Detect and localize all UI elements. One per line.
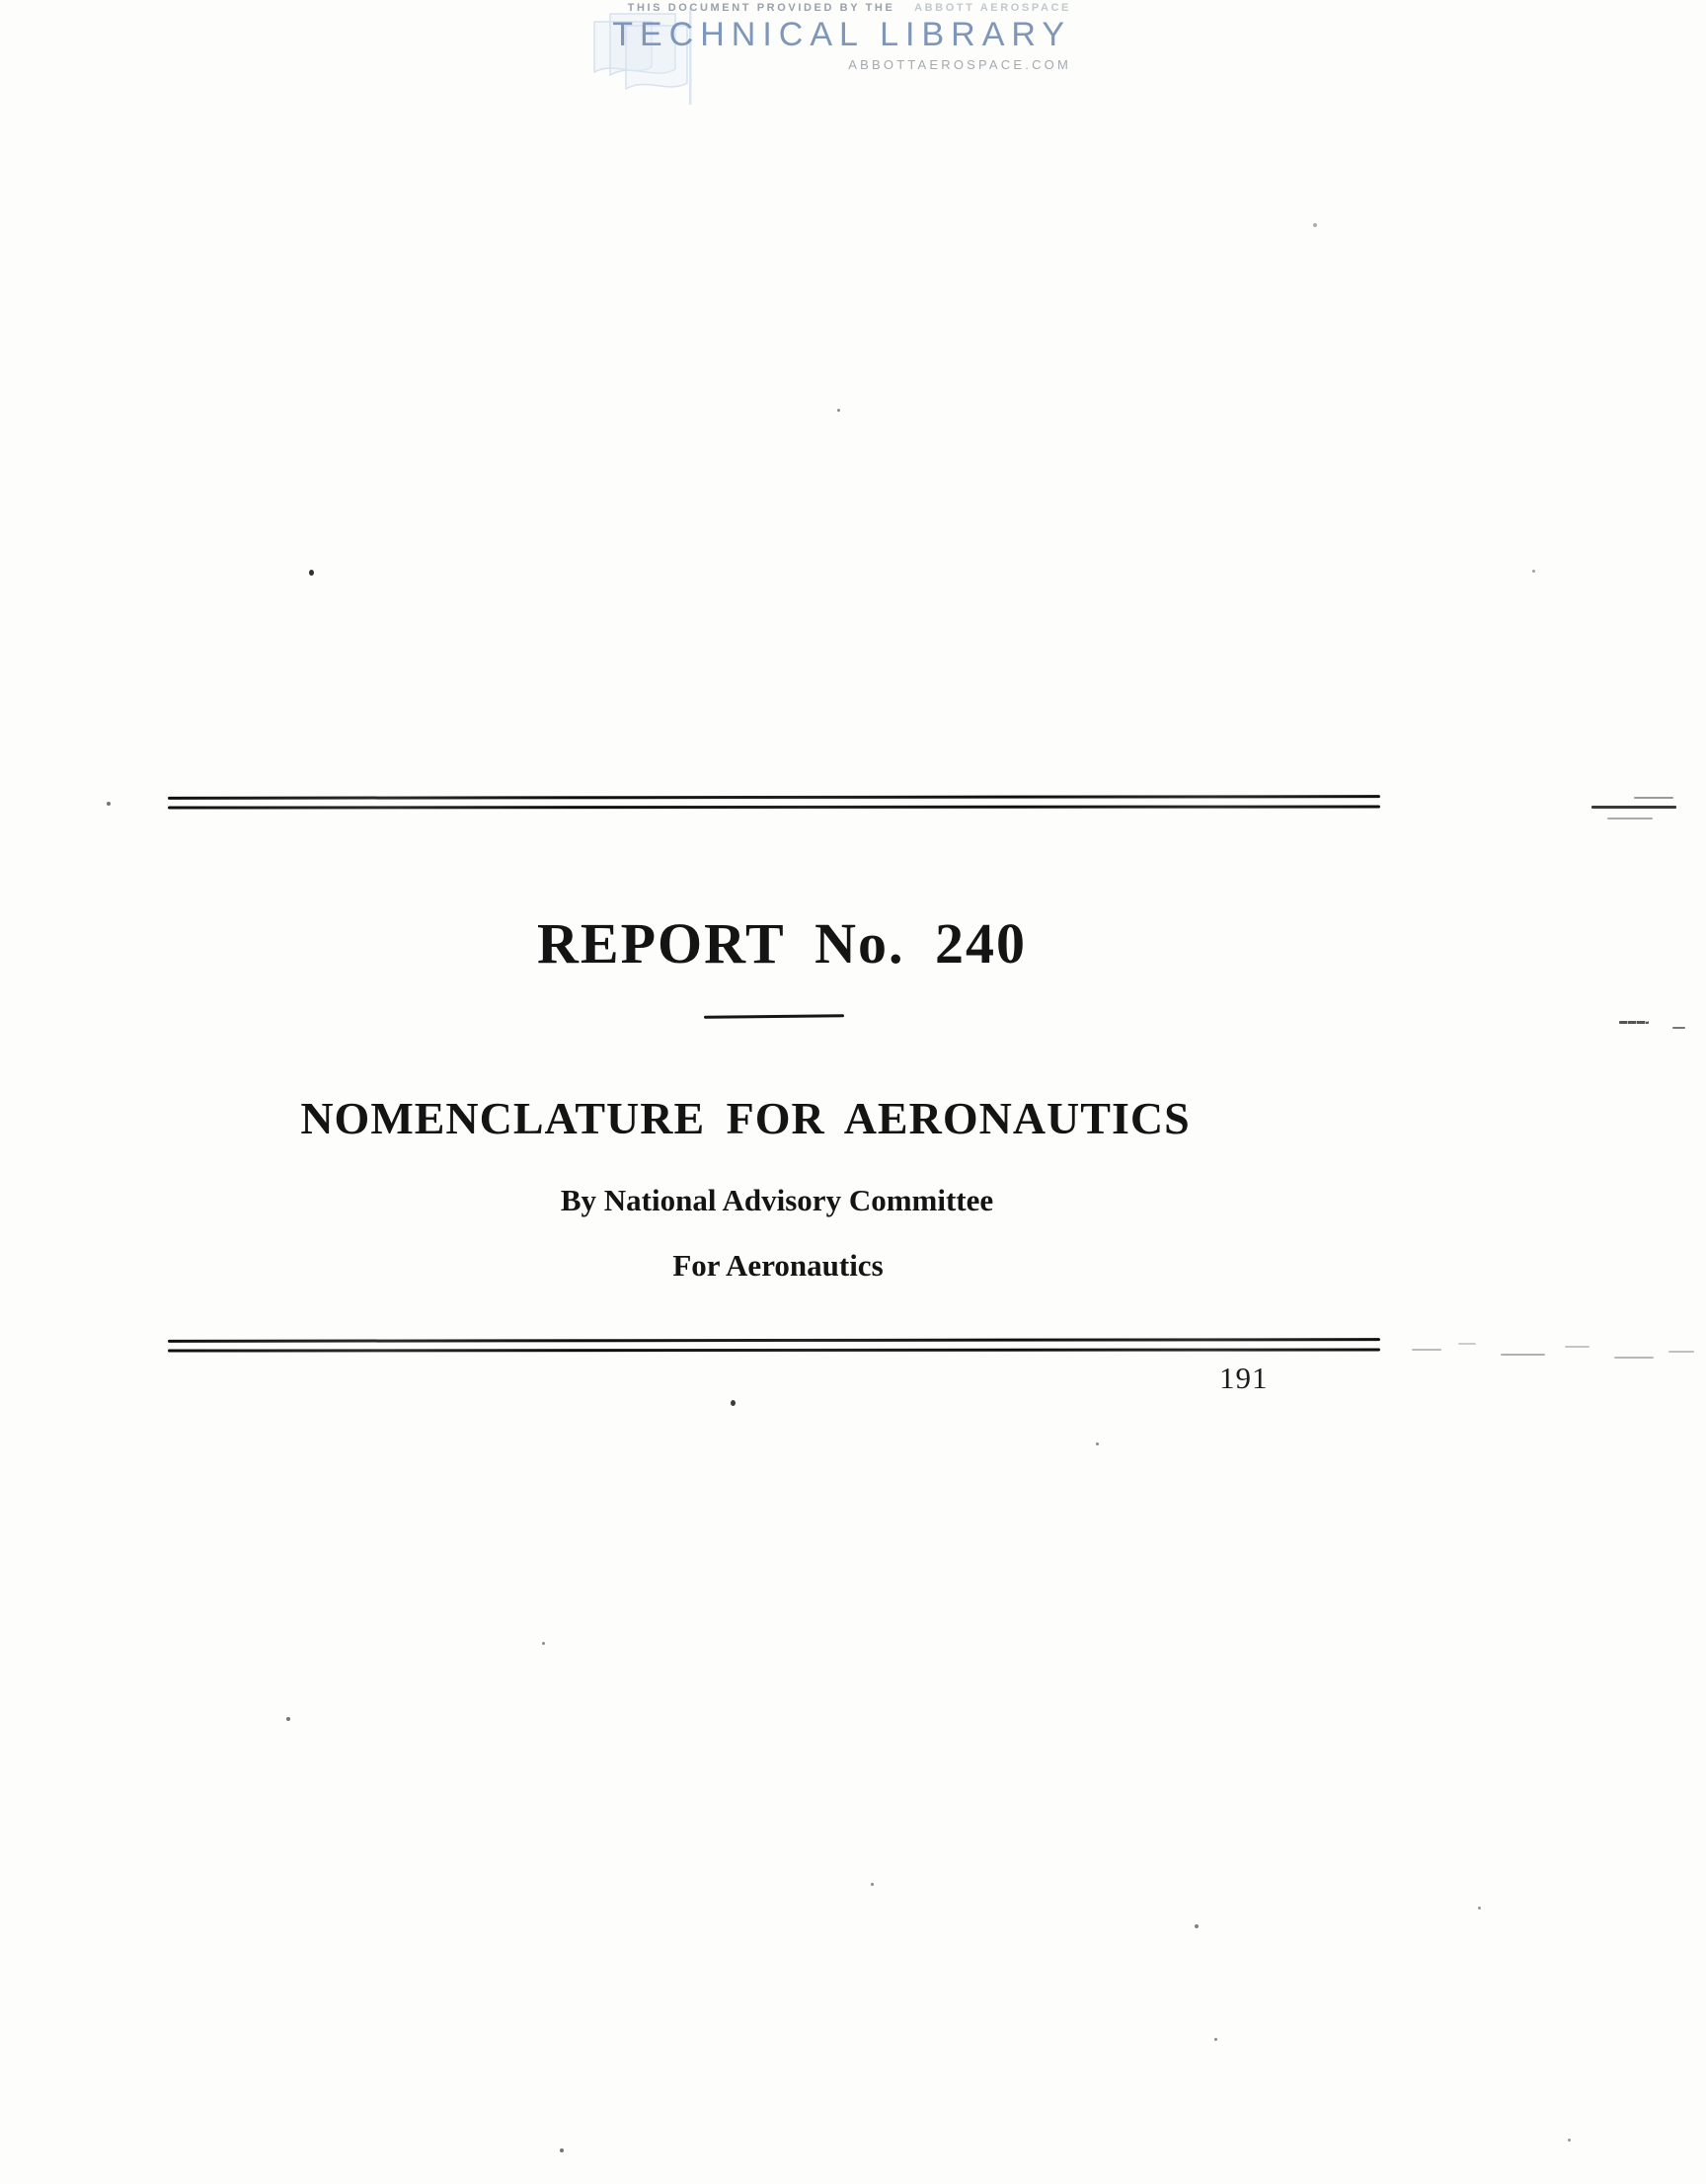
scan-speck — [1532, 570, 1535, 573]
scan-speck — [1195, 1924, 1199, 1928]
upper-double-rule — [168, 796, 1380, 809]
report-title: REPORT No. 240 — [537, 911, 1027, 975]
title-divider-rule — [704, 1014, 844, 1018]
scan-rule-fragment — [1634, 797, 1673, 799]
rule-line — [168, 1338, 1380, 1343]
scan-speck — [871, 1883, 874, 1886]
rule-line — [168, 805, 1380, 809]
watermark-header — [612, 3, 1071, 71]
rule-line — [168, 1348, 1380, 1352]
scan-rule-fragment — [1501, 1354, 1545, 1356]
scan-speck — [1478, 1907, 1481, 1910]
page-number: 191 — [1219, 1361, 1269, 1395]
byline-committee: By National Advisory Committee — [560, 1183, 994, 1217]
scan-rule-fragment — [1668, 1351, 1694, 1353]
scan-rule-fragment — [1591, 806, 1676, 809]
scan-speck — [107, 802, 111, 806]
scan-speck — [1313, 223, 1317, 227]
rule-line — [168, 795, 1380, 800]
scan-speck — [309, 570, 314, 576]
watermark-provided-line — [612, 3, 1071, 14]
scan-rule-fragment — [1614, 1357, 1654, 1359]
byline-aeronautics: For Aeronautics — [672, 1248, 884, 1283]
watermark-library-text: TECHNICAL LIBRARY — [612, 16, 1071, 53]
scan-rule-fragment — [1607, 818, 1653, 819]
scan-speck — [542, 1642, 545, 1645]
watermark-provided-text: THIS DOCUMENT PROVIDED BY THE — [627, 2, 895, 14]
report-heading: NOMENCLATURE FOR AERONAUTICS — [300, 1093, 1191, 1143]
watermark-site-text: ABBOTTAEROSPACE.COM — [848, 57, 1071, 72]
watermark-brand-text: ABBOTT AEROSPACE — [914, 2, 1071, 14]
scan-rule-fragment — [1672, 1027, 1685, 1029]
scan-rule-fragment — [1619, 1021, 1649, 1024]
scan-speck — [560, 2148, 564, 2152]
scan-speck — [1214, 2038, 1217, 2041]
scan-rule-fragment — [1458, 1343, 1476, 1345]
scan-speck — [1568, 2139, 1571, 2142]
lower-double-rule — [168, 1339, 1380, 1352]
scan-speck — [731, 1400, 736, 1406]
scan-speck — [837, 409, 840, 412]
scan-rule-fragment — [1412, 1349, 1441, 1351]
scan-speck — [1096, 1443, 1099, 1445]
scan-rule-fragment — [1565, 1346, 1590, 1348]
scan-speck — [286, 1717, 290, 1721]
